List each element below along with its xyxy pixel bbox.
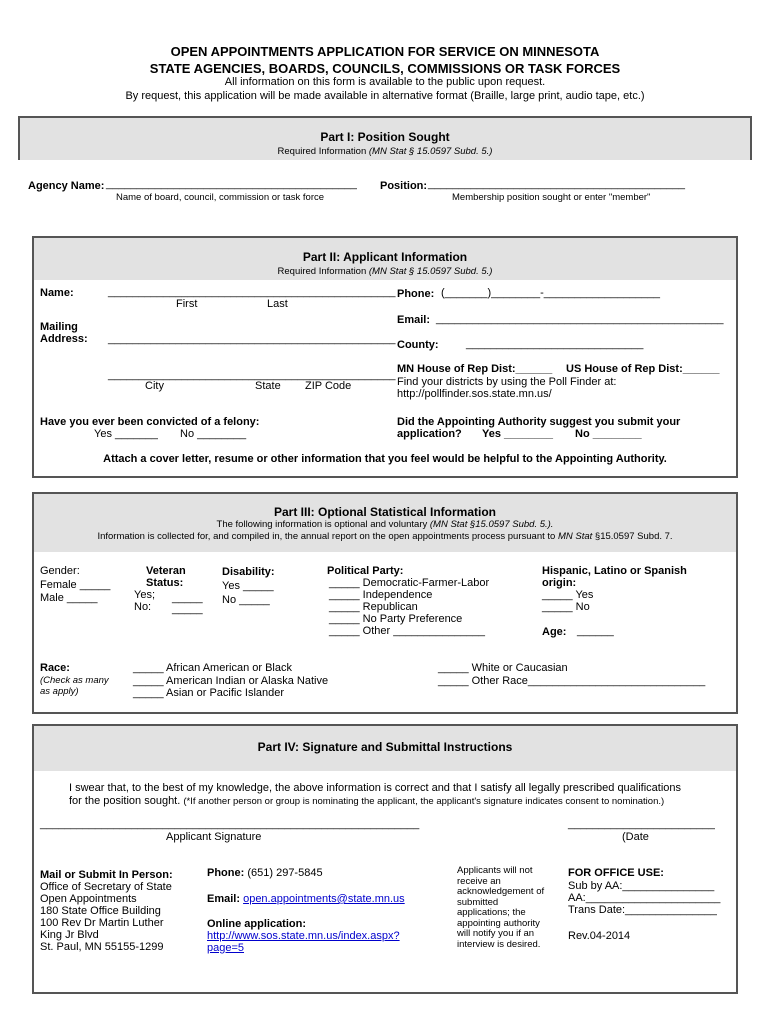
phone-label: Phone: <box>207 867 245 879</box>
political-party-label: Political Party: <box>327 565 404 577</box>
disability-no-field[interactable]: No _____ <box>222 594 270 606</box>
email-label: Email: <box>207 893 241 905</box>
office-use-field[interactable]: AA:______________________ <box>568 892 721 904</box>
race-option[interactable]: _____ American Indian or Alaska Native <box>133 675 329 687</box>
suggest-yes-field[interactable]: Yes ________ <box>482 428 553 440</box>
part3-optional-note <box>34 519 736 530</box>
name-label: Name: <box>40 287 74 299</box>
party-option[interactable]: _____ No Party Preference <box>329 613 463 625</box>
signature-label: Applicant Signature <box>166 831 262 843</box>
form-title-line-1: OPEN APPOINTMENTS APPLICATION FOR SERVICE ON MINNESOTA <box>170 44 600 59</box>
mail-address-line: Open Appointments <box>40 893 137 905</box>
gender-label: Gender: <box>40 565 80 577</box>
phone-value: (651) 297-5845 <box>247 867 323 879</box>
report-statute: MN Stat <box>557 531 593 542</box>
ack-line: submitted <box>457 896 499 908</box>
felony-question: Have you ever been convicted of a felony: <box>40 416 260 428</box>
office-use-field[interactable]: Sub by AA:_______________ <box>568 880 715 892</box>
mail-submit-label: Mail or Submit In Person: <box>40 869 173 881</box>
part1-header <box>20 118 750 160</box>
part4-header <box>34 726 736 771</box>
hispanic-no-field[interactable]: _____ No <box>542 601 590 613</box>
mail-address-line: Office of Secretary of State <box>40 881 172 893</box>
phone-field[interactable]: (_______)________-___________________ <box>441 287 660 299</box>
ack-line: interview is desired. <box>457 938 541 950</box>
felony-yes-field[interactable]: Yes _______ <box>94 428 158 440</box>
part4-box <box>32 724 738 994</box>
address-field[interactable]: _______________________________________________ <box>108 333 396 345</box>
gender-male-field[interactable]: Male _____ <box>40 592 98 604</box>
req-text: Required Information <box>277 266 369 277</box>
acknowledgement-note <box>457 866 544 950</box>
public-notice: All information on this form is available to the public upon request. <box>224 76 546 88</box>
felony-no-field[interactable]: No ________ <box>180 428 247 440</box>
part1-required-note <box>20 146 750 157</box>
oath-text-2 <box>69 795 664 807</box>
party-option[interactable]: _____ Democratic-Farmer-Labor <box>329 577 490 589</box>
ack-line: Applicants will not <box>457 865 533 876</box>
report-subd: §15.0597 Subd. 7. <box>592 531 673 542</box>
mail-address-line: 180 State Office Building <box>40 905 161 917</box>
oath-text-1: I swear that, to the best of my knowledge, the above information is correct and that I satisfy all legally prescribed qualifications <box>69 782 682 794</box>
ack-line: applications; the <box>457 907 526 918</box>
name-last-hint: Last <box>267 298 288 310</box>
online-application-link-2[interactable]: page=5 <box>207 942 245 954</box>
hispanic-label-1: Hispanic, Latino or Spanish <box>542 565 687 577</box>
req-statute: (MN Stat § 15.0597 Subd. 5.) <box>368 266 493 277</box>
age-label: Age: <box>542 626 567 638</box>
online-application-link[interactable]: http://www.sos.state.mn.us/index.aspx? <box>207 930 400 942</box>
contact-phone <box>207 867 323 879</box>
part1-title: Part I: Position Sought <box>320 130 450 144</box>
party-option[interactable]: _____ Independence <box>329 589 433 601</box>
ack-line: appointing authority <box>457 917 540 929</box>
part2-header <box>34 238 736 280</box>
suggest-question: Did the Appointing Authority suggest you submit your <box>397 416 681 428</box>
oath-text-2a: for the position sought. <box>69 795 184 807</box>
optional-statute: (MN Stat §15.0597 Subd. 5.). <box>429 519 554 530</box>
veteran-no-label: No: <box>134 601 152 613</box>
veteran-yes-field[interactable]: _____ <box>172 592 203 604</box>
race-option[interactable]: _____ Asian or Pacific Islander <box>133 687 285 699</box>
office-use-label: FOR OFFICE USE: <box>568 867 664 879</box>
alt-format-notice: By request, this application will be made available in alternative format (Braille, large print, audio tape, etc.) <box>125 90 645 102</box>
disability-label: Disability: <box>222 566 275 578</box>
mail-address-line: St. Paul, MN 55155-1299 <box>40 941 164 953</box>
race-note-1: (Check as many <box>40 675 109 686</box>
position-field[interactable]: __________________________________________ <box>428 178 685 190</box>
signature-field[interactable]: ______________________________________________________________ <box>40 818 420 830</box>
optional-text: The following information is optional and voluntary <box>216 519 430 530</box>
race-option[interactable]: _____ African American or Black <box>133 662 292 674</box>
zip-hint: ZIP Code <box>305 380 352 392</box>
position-hint: Membership position sought or enter "member" <box>452 192 651 203</box>
suggest-no-field[interactable]: No ________ <box>575 428 642 440</box>
address-field-2[interactable]: _______________________________________________ <box>108 369 396 381</box>
email-field[interactable]: _______________________________________________ <box>436 313 724 325</box>
veteran-label-1: Veteran <box>146 565 186 577</box>
part3-title: Part III: Optional Statistical Information <box>273 505 497 519</box>
email-label: Email: <box>397 314 431 326</box>
ack-line: will notify you if an <box>457 928 535 939</box>
race-label: Race: <box>40 662 70 674</box>
gender-female-field[interactable]: Female _____ <box>40 579 111 591</box>
part1-box <box>18 116 752 160</box>
veteran-label-2: Status: <box>146 577 184 589</box>
nomination-note: (*If another person or group is nominating the applicant, the applicant's signature indicates consent to nomination.) <box>183 796 665 807</box>
state-hint: State <box>255 380 281 392</box>
hispanic-yes-field[interactable]: _____ Yes <box>542 589 594 601</box>
email-link[interactable]: open.appointments@state.mn.us <box>243 893 405 905</box>
us-house-dist-field[interactable]: US House of Rep Dist:______ <box>566 363 720 375</box>
city-hint: City <box>145 380 164 392</box>
part3-report-note <box>34 531 736 542</box>
req-text: Required Information <box>277 146 369 157</box>
attach-instruction: Attach a cover letter, resume or other information that you feel would be helpful to the Appointing Authority. <box>103 453 667 465</box>
part2-box <box>32 236 738 478</box>
veteran-no-field[interactable]: _____ <box>172 603 203 615</box>
party-option[interactable]: _____ Other _______________ <box>329 625 485 637</box>
race-option[interactable]: _____ Other Race_____________________________ <box>438 675 706 687</box>
phone-label: Phone: <box>397 288 435 300</box>
agency-name-field[interactable]: _________________________________________ <box>106 178 357 190</box>
county-label: County: <box>397 339 439 351</box>
race-option[interactable]: _____ White or Caucasian <box>438 662 568 674</box>
race-note-2: as apply) <box>40 686 79 697</box>
disability-yes-field[interactable]: Yes _____ <box>222 580 274 592</box>
party-option[interactable]: _____ Republican <box>329 601 418 613</box>
hispanic-label-2: origin: <box>542 577 577 589</box>
form-title-line-2: STATE AGENCIES, BOARDS, COUNCILS, COMMISSIONS OR TASK FORCES <box>149 61 621 76</box>
revision-label: Rev.04-2014 <box>568 930 631 942</box>
position-label: Position: <box>380 180 428 192</box>
mail-address-line: King Jr Blvd <box>40 929 99 941</box>
mn-house-dist-field[interactable]: MN House of Rep Dist:______ <box>397 363 553 375</box>
req-statute: (MN Stat § 15.0597 Subd. 5.) <box>368 146 493 157</box>
date-label: (Date <box>622 831 649 843</box>
ack-line: receive an <box>457 875 501 887</box>
office-use-field[interactable]: Trans Date:_______________ <box>568 904 717 916</box>
report-text: Information is collected for, and compiled in, the annual report on the open appointments process pursuant to <box>97 531 558 542</box>
agency-name-hint: Name of board, council, commission or task force <box>116 192 325 203</box>
county-field[interactable]: _____________________________ <box>466 338 644 350</box>
mailing-label-1: Mailing <box>40 321 78 333</box>
name-field[interactable]: _______________________________________________ <box>108 286 396 298</box>
date-field[interactable]: ________________________ <box>568 818 715 830</box>
online-application-label: Online application: <box>207 918 307 930</box>
part2-required-note <box>34 266 736 277</box>
poll-finder-url: http://pollfinder.sos.state.mn.us/ <box>397 388 552 400</box>
mailing-label-2: Address: <box>40 333 88 345</box>
suggest-question-2: application? <box>397 428 462 440</box>
age-field[interactable]: ______ <box>577 625 614 637</box>
mail-address-line: 100 Rev Dr Martin Luther <box>40 917 164 929</box>
poll-finder-note: Find your districts by using the Poll Finder at: <box>397 376 617 388</box>
part4-title: Part IV: Signature and Submittal Instructions <box>257 740 513 754</box>
contact-email <box>207 893 405 905</box>
name-first-hint: First <box>176 298 198 310</box>
veteran-yes-label: Yes; <box>134 589 156 601</box>
part3-header <box>34 494 736 552</box>
part2-title: Part II: Applicant Information <box>302 250 468 264</box>
ack-line: acknowledgement of <box>457 886 545 897</box>
agency-name-label: Agency Name: <box>28 180 105 192</box>
